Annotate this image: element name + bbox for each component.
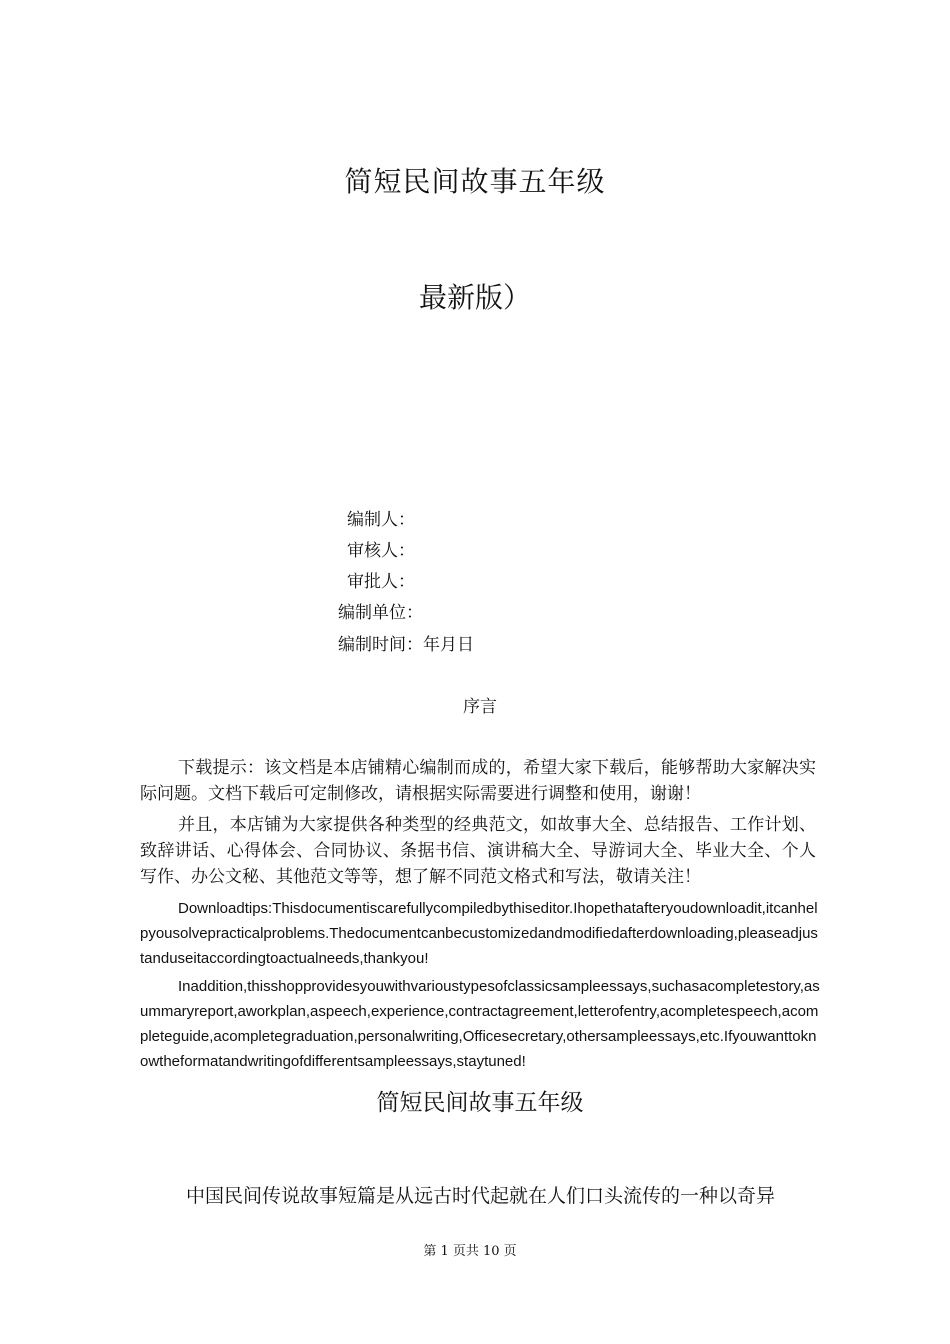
preface-heading: 序言	[463, 697, 497, 717]
document-title: 简短民间故事五年级	[344, 165, 606, 198]
unit-field: 编制单位：	[338, 603, 423, 623]
editor-field: 编制人：	[347, 510, 415, 530]
page-number-footer: 第 1 页共 10 页	[423, 1244, 517, 1259]
date-field: 编制时间：年月日	[338, 635, 474, 655]
body-paragraph: 中国民间传说故事短篇是从远古时代起就在人们口头流传的一种以奇异	[186, 1185, 776, 1207]
download-tip-english-paragraph: Downloadtips:Thisdocumentiscarefullycompiledbythiseditor.Ihopethatafteryoudownloadit,itcanhelpyousolvepracticalproblems.Thedocumentcanbecustomizedandmodifiedafterdownloading,pleaseadjustanduseitaccordingtoactualneeds,thankyou!	[140, 900, 818, 967]
service-english-paragraph: Inaddition,thisshopprovidesyouwithvarioustypesofclassicsampleessays,suchasacompletestory,asummaryreport,aworkplan,aspeech,experience,contractagreement,letterofentry,acompletespeech,acompleteguide,acompletegraduation,personalwriting,Officesecretary,othersampleessays,etc.Ifyouwanttoknowtheformatandwritingofdifferentsampleessays,staytuned!	[140, 978, 820, 1070]
approver-field: 审批人：	[347, 572, 415, 592]
download-tip-paragraph: 下载提示：该文档是本店铺精心编制而成的，希望大家下载后，能够帮助大家解决实际问题。文档下载后可定制修改，请根据实际需要进行调整和使用，谢谢！	[140, 758, 816, 804]
reviewer-field: 审核人：	[347, 541, 415, 561]
edition-label: 最新版）	[418, 281, 531, 314]
body-title: 简短民间故事五年级	[376, 1090, 584, 1116]
service-paragraph: 并且，本店铺为大家提供各种类型的经典范文，如故事大全、总结报告、工作计划、致辞讲话、心得体会、合同协议、条据书信、演讲稿大全、导游词大全、毕业大全、个人写作、办公文秘、其他范文等等，想了解不同范文格式和写法，敬请关注！	[140, 815, 816, 887]
